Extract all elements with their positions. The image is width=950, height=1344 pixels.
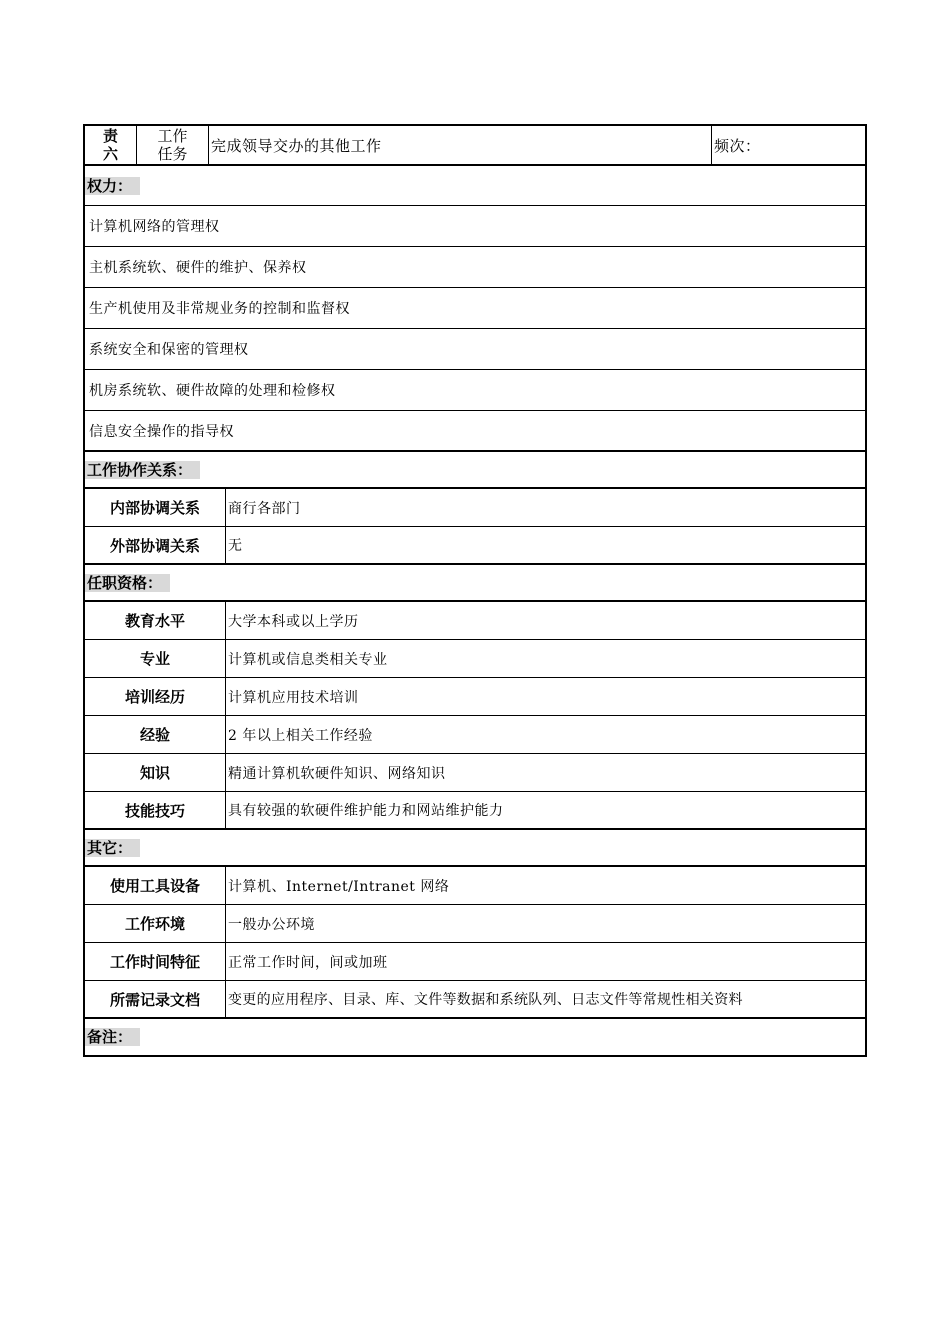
qualification-value: 具有较强的软硬件维护能力和网站维护能力 bbox=[228, 803, 504, 819]
others-row bbox=[85, 905, 865, 943]
qualification-value: 2 年以上相关工作经验 bbox=[228, 727, 373, 744]
rights-item: 计算机网络的管理权 bbox=[89, 219, 220, 235]
others-row bbox=[85, 943, 865, 981]
others-label: 使用工具设备 bbox=[85, 867, 226, 904]
qualification-label: 技能技巧 bbox=[85, 792, 226, 828]
qualification-row bbox=[85, 754, 865, 792]
relations-heading-row bbox=[85, 452, 865, 489]
remarks-heading: 备注： bbox=[85, 1028, 140, 1046]
qualification-label: 知识 bbox=[85, 754, 226, 791]
qualification-value: 计算机应用技术培训 bbox=[228, 689, 359, 706]
rights-item: 信息安全操作的指导权 bbox=[89, 423, 234, 440]
duty-number-bottom: 六 bbox=[102, 145, 118, 163]
qualification-label: 培训经历 bbox=[85, 678, 226, 715]
rights-item-row bbox=[85, 206, 865, 247]
rights-item-row bbox=[85, 329, 865, 370]
remarks-row bbox=[85, 1019, 865, 1055]
others-heading: 其它： bbox=[85, 839, 140, 857]
others-value: 计算机、Internet/Intranet 网络 bbox=[228, 878, 450, 895]
rights-item: 系统安全和保密的管理权 bbox=[89, 342, 249, 358]
others-heading-row bbox=[85, 830, 865, 867]
duty-task-top: 工作 bbox=[157, 127, 188, 145]
duty-number-cell bbox=[85, 126, 137, 164]
relations-label: 内部协调关系 bbox=[85, 489, 226, 526]
qualification-label: 经验 bbox=[85, 716, 226, 753]
duty-row bbox=[85, 126, 865, 166]
relations-value: 商行各部门 bbox=[228, 500, 301, 517]
rights-item-row bbox=[85, 370, 865, 411]
relations-row bbox=[85, 527, 865, 565]
relations-value: 无 bbox=[228, 538, 243, 554]
qualifications-heading-row bbox=[85, 565, 865, 602]
rights-item: 机房系统软、硬件故障的处理和检修权 bbox=[89, 383, 336, 399]
rights-heading-row bbox=[85, 166, 865, 206]
rights-item-row bbox=[85, 288, 865, 329]
qualification-row bbox=[85, 678, 865, 716]
rights-heading: 权力： bbox=[85, 177, 140, 195]
qualifications-heading: 任职资格： bbox=[85, 574, 170, 592]
relations-row bbox=[85, 489, 865, 527]
qualification-label: 教育水平 bbox=[85, 602, 226, 639]
qualification-label: 专业 bbox=[85, 640, 226, 677]
qualification-row bbox=[85, 716, 865, 754]
qualification-value: 计算机或信息类相关专业 bbox=[228, 651, 388, 668]
qualification-value: 精通计算机软硬件知识、网络知识 bbox=[228, 765, 446, 782]
qualification-row bbox=[85, 602, 865, 640]
qualification-row bbox=[85, 792, 865, 830]
rights-item: 生产机使用及非常规业务的控制和监督权 bbox=[89, 301, 350, 317]
relations-label: 外部协调关系 bbox=[85, 527, 226, 563]
relations-heading: 工作协作关系： bbox=[85, 461, 200, 479]
qualification-value: 大学本科或以上学历 bbox=[228, 613, 359, 630]
job-description-table bbox=[83, 124, 867, 1057]
rights-item: 主机系统软、硬件的维护、保养权 bbox=[89, 260, 307, 276]
others-value: 正常工作时间，间或加班 bbox=[228, 954, 388, 971]
duty-frequency-label: 频次： bbox=[714, 136, 761, 155]
duty-number-top: 责 bbox=[102, 127, 118, 145]
others-label: 工作时间特征 bbox=[85, 943, 226, 980]
others-label: 所需记录文档 bbox=[85, 981, 226, 1017]
others-value: 一般办公环境 bbox=[228, 916, 315, 933]
others-row bbox=[85, 981, 865, 1019]
others-label: 工作环境 bbox=[85, 905, 226, 942]
rights-item-row bbox=[85, 247, 865, 288]
others-value: 变更的应用程序、目录、库、文件等数据和系统队列、日志文件等常规性相关资料 bbox=[228, 992, 743, 1008]
qualification-row bbox=[85, 640, 865, 678]
others-row bbox=[85, 867, 865, 905]
duty-task-label-cell bbox=[137, 126, 209, 164]
rights-item-row bbox=[85, 411, 865, 452]
duty-content: 完成领导交办的其他工作 bbox=[209, 126, 712, 164]
duty-task-bottom: 任务 bbox=[157, 145, 188, 163]
